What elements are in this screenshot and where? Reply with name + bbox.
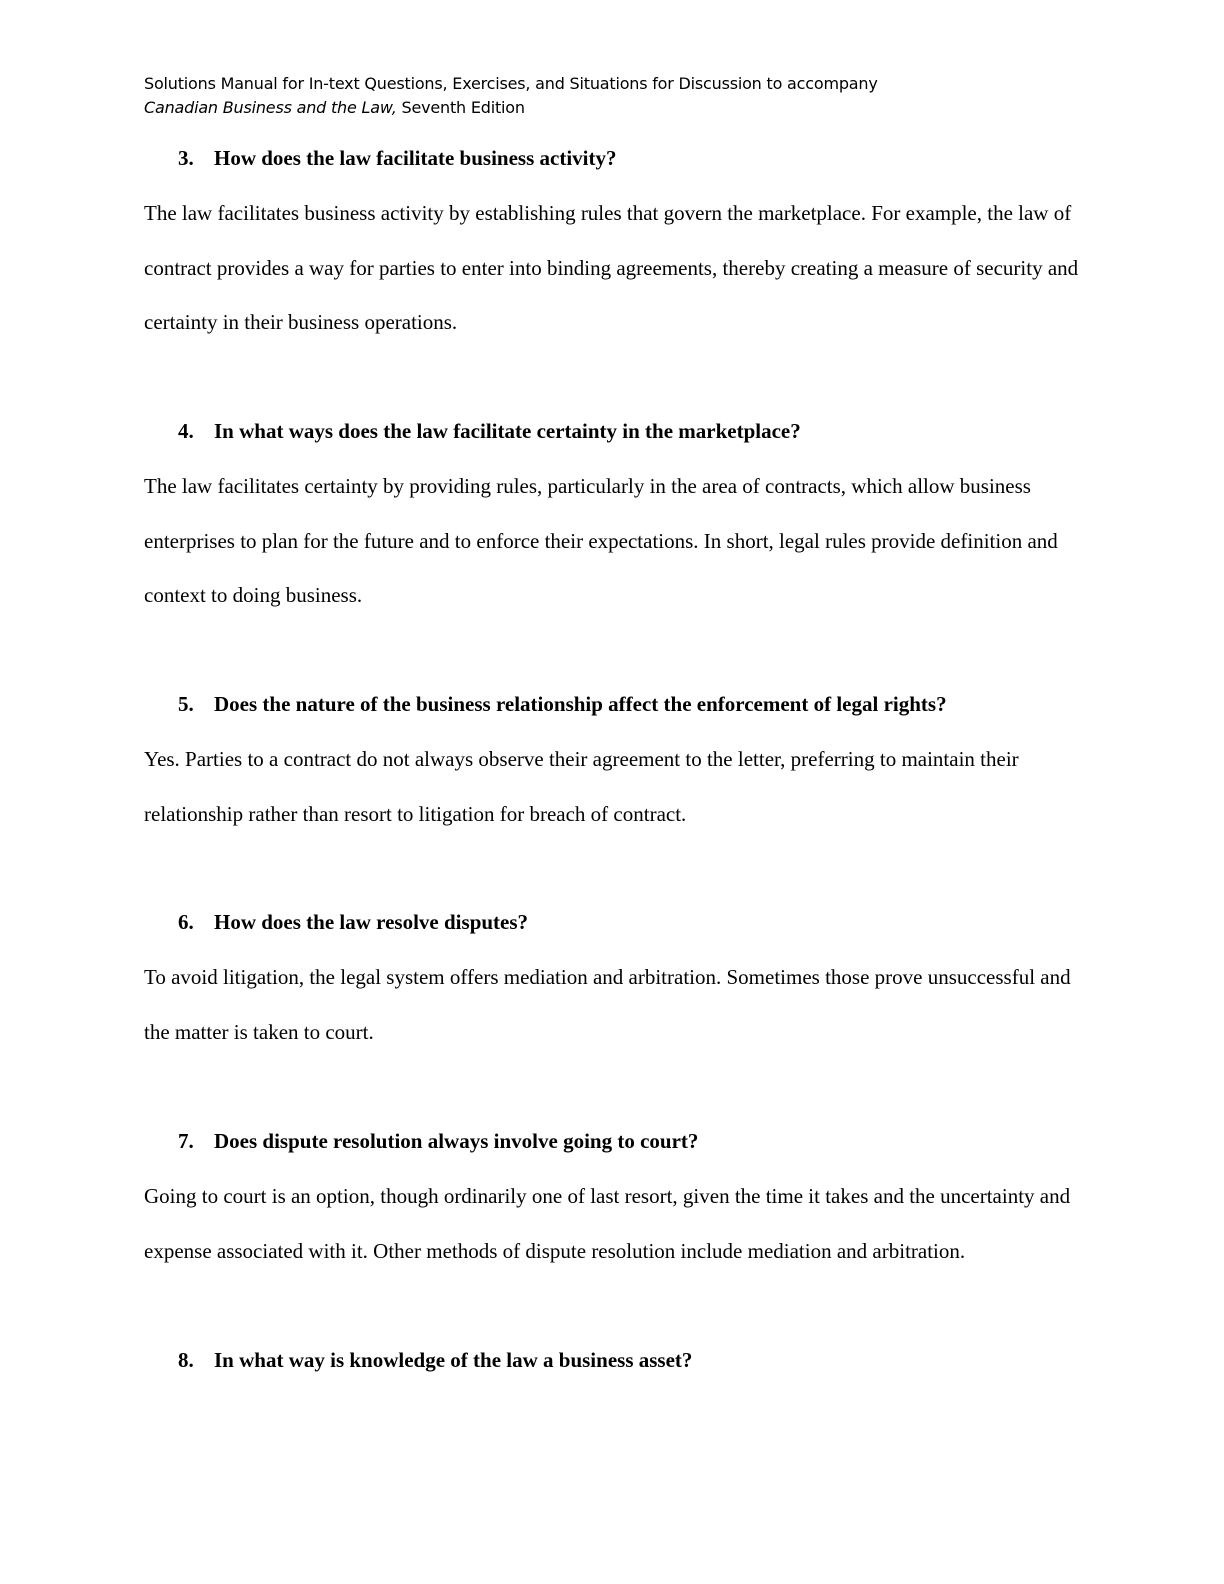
question-6-heading <box>178 910 528 934</box>
question-number: 7. <box>178 1129 194 1153</box>
question-text: How does the law facilitate business activity? <box>214 146 617 170</box>
question-7-heading <box>178 1129 698 1153</box>
answer-6: To avoid litigation, the legal system offers mediation and arbitration. Sometimes those prove unsuccessful and the matter is taken to court. <box>144 965 1071 1044</box>
question-5-heading <box>178 692 947 716</box>
question-number: 3. <box>178 146 194 170</box>
question-number: 4. <box>178 419 194 443</box>
answer-3: The law facilitates business activity by establishing rules that govern the marketplace. For example, the law of contract provides a way for parties to enter into binding agreements, thereby creating a measure of security and certainty in their business operations. <box>144 201 1079 334</box>
question-text: Does the nature of the business relationship affect the enforcement of legal rights? <box>214 692 947 716</box>
question-4-heading <box>178 419 801 443</box>
question-8-heading <box>178 1348 692 1372</box>
question-text: How does the law resolve disputes? <box>214 910 529 934</box>
running-header <box>144 72 878 120</box>
answer-4: The law facilitates certainty by providing rules, particularly in the area of contracts, which allow business enterprises to plan for the future and to enforce their expectations. In short, legal rules provide definition and context to doing business. <box>144 474 1058 607</box>
header-line-1: Solutions Manual for In-text Questions, Exercises, and Situations for Discussion to accompany <box>144 74 878 93</box>
question-number: 5. <box>178 692 194 716</box>
question-3-heading <box>178 146 616 170</box>
question-text: In what ways does the law facilitate certainty in the marketplace? <box>214 419 801 443</box>
question-number: 6. <box>178 910 194 934</box>
answer-5: Yes. Parties to a contract do not always observe their agreement to the letter, preferring to maintain their relationship rather than resort to litigation for breach of contract. <box>144 747 1019 826</box>
answer-7: Going to court is an option, though ordinarily one of last resort, given the time it takes and the uncertainty and expense associated with it. Other methods of dispute resolution include mediation and arbitration. <box>144 1184 1071 1263</box>
question-number: 8. <box>178 1348 194 1372</box>
header-line-2 <box>144 96 878 120</box>
question-text: In what way is knowledge of the law a business asset? <box>214 1348 693 1372</box>
question-text: Does dispute resolution always involve going to court? <box>214 1129 699 1153</box>
book-title: Canadian Business and the Law, <box>144 98 397 117</box>
edition-label: Seventh Edition <box>396 98 525 117</box>
